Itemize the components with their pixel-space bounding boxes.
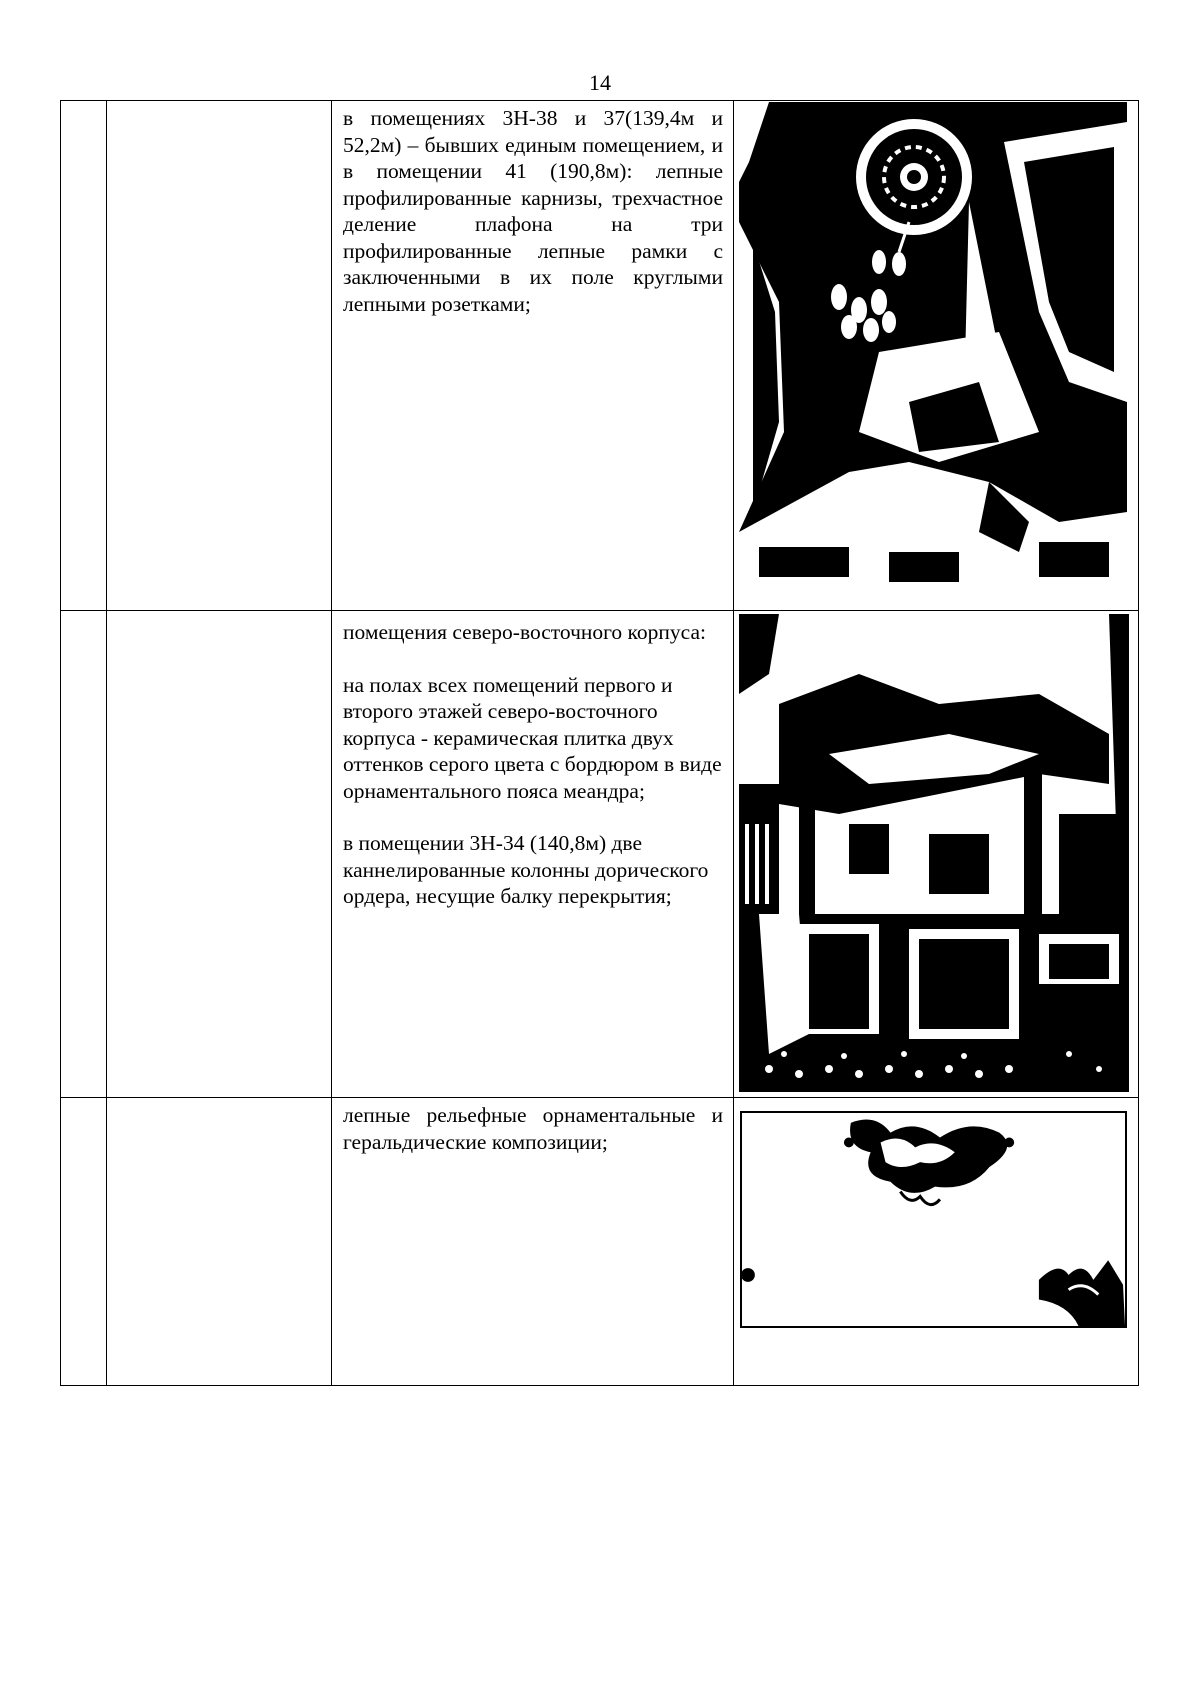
table-row	[61, 101, 1139, 611]
table-row	[61, 1098, 1139, 1386]
index-cell	[61, 1098, 107, 1386]
description-paragraph: помещения северо-восточного корпуса:	[343, 620, 706, 644]
photo-cell	[734, 101, 1139, 611]
object-name-cell	[107, 101, 332, 611]
photo-cell	[734, 1098, 1139, 1386]
description-paragraph: в помещениях 3Н-38 и 37(139,4м и 52,2м) – бывших единым помещением, и в помещении 41 (190,8м): лепные профилированные карнизы, трехчастное деление плафона на три профилированные лепные рамки с заключенными в их поле круглыми лепными розетками;	[343, 106, 723, 316]
interior-columns-photo	[739, 614, 1129, 1092]
description-paragraph: в помещении 3Н-34 (140,8м) две каннелированные колонны дорического ордера, несущие балку перекрытия;	[343, 831, 709, 908]
description-cell	[332, 1098, 734, 1386]
page-number: 14	[589, 70, 611, 95]
table-row	[61, 611, 1139, 1098]
description-cell	[332, 611, 734, 1098]
description-cell	[332, 101, 734, 611]
object-name-cell	[107, 611, 332, 1098]
description-paragraph: на полах всех помещений первого и второго этажей северо-восточного корпуса - керамическая плитка двух оттенков серого цвета с бордюром в виде орнаментального пояса меандра;	[343, 672, 722, 803]
object-name-cell	[107, 1098, 332, 1386]
description-paragraph: лепные рельефные орнаментальные и геральдические композиции;	[343, 1103, 723, 1154]
index-cell	[61, 101, 107, 611]
heritage-elements-table	[60, 100, 1139, 1386]
photo-cell	[734, 611, 1139, 1098]
stucco-ornament-photo	[740, 1111, 1127, 1328]
index-cell	[61, 611, 107, 1098]
ceiling-chandelier-photo	[739, 102, 1127, 582]
